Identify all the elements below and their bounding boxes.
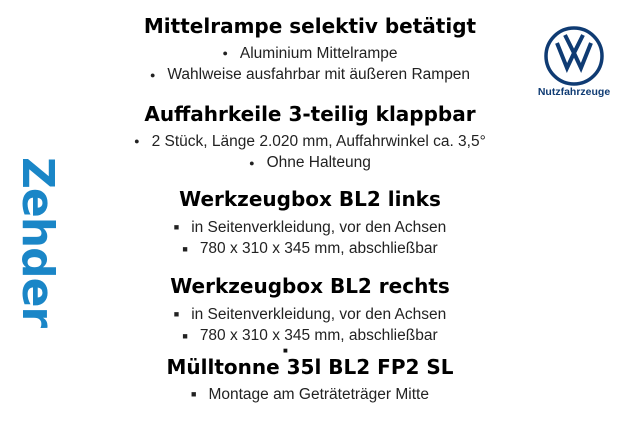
zehder-logo-text: Zehder bbox=[12, 157, 63, 328]
list-item: ● Ohne Halteung bbox=[110, 152, 510, 173]
bullet-icon: ■ bbox=[173, 309, 180, 320]
list-item: ■ in Seitenverkleidung, vor den Achsen bbox=[110, 304, 510, 325]
bullet-icon: ■ bbox=[182, 330, 188, 341]
bullet-icon: ● bbox=[222, 48, 228, 59]
zehder-logo bbox=[12, 157, 63, 328]
list-item: ■ 780 x 310 x 345 mm, abschließbar bbox=[110, 325, 510, 346]
bullet-icon: ■ bbox=[191, 389, 197, 400]
bullet-icon: ■ bbox=[173, 222, 180, 233]
bullet-icon: ■ bbox=[283, 346, 288, 355]
vw-logo-icon bbox=[544, 26, 604, 86]
section-werkzeugbox-links bbox=[110, 187, 510, 260]
section-heading: Werkzeugbox BL2 links bbox=[179, 187, 441, 211]
section-heading: Werkzeugbox BL2 rechts bbox=[170, 274, 450, 298]
section-heading: Mülltonne 35l BL2 FP2 SL bbox=[166, 355, 454, 379]
bullet-icon: ● bbox=[149, 69, 156, 80]
vw-subtitle: Nutzfahrzeuge bbox=[537, 86, 611, 98]
section-muelltonne bbox=[110, 355, 510, 405]
list-item: ● 2 Stück, Länge 2.020 mm, Auffahrwinkel ca. 3,5° bbox=[110, 131, 510, 152]
section-werkzeugbox-rechts bbox=[110, 274, 510, 347]
list-item: ■ in Seitenverkleidung, vor den Achsen bbox=[110, 217, 510, 238]
bullet-icon: ■ bbox=[182, 243, 188, 254]
list-item: ■ 780 x 310 x 345 mm, abschließbar bbox=[110, 238, 510, 259]
bullet-icon: ● bbox=[134, 136, 140, 147]
section-mittelrampe bbox=[110, 14, 510, 86]
list-item: ■ Montage am Geträteträger Mitte bbox=[110, 384, 510, 405]
list-item: ● Aluminium Mittelrampe bbox=[110, 43, 510, 64]
list-item: ● Wahlweise ausfahrbar mit äußeren Rampen bbox=[110, 64, 510, 85]
section-heading: Mittelrampe selektiv betätigt bbox=[143, 14, 477, 38]
section-auffahrkeile bbox=[110, 102, 510, 174]
bullet-icon: ● bbox=[249, 157, 255, 168]
section-heading: Auffahrkeile 3-teilig klappbar bbox=[144, 102, 476, 126]
